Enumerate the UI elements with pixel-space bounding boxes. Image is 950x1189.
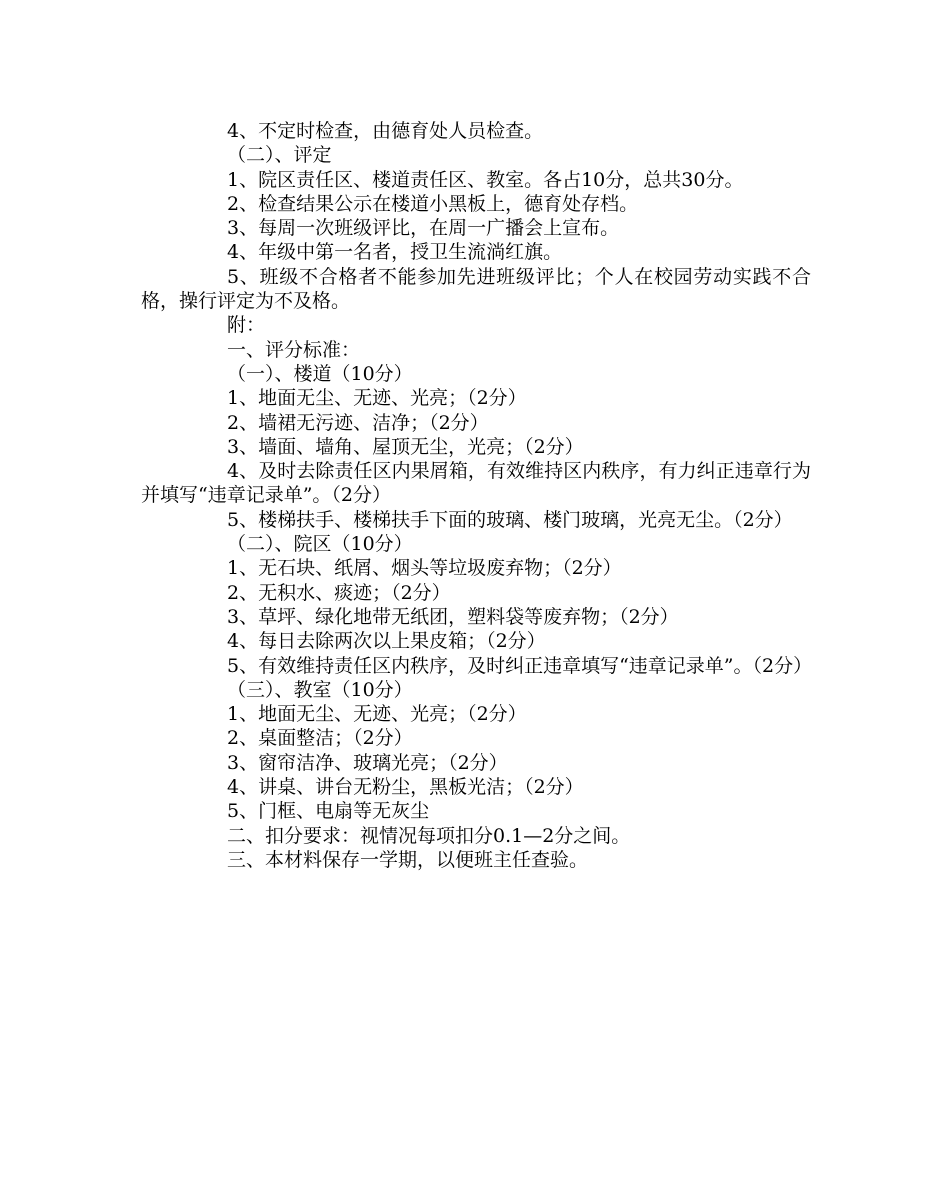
corridor-item-3: 3、墙面、墙角、屋顶无尘，光亮；（2分）	[227, 435, 584, 458]
corridor-item-2: 2、墙裙无污迹、洁净；（2分）	[227, 411, 489, 434]
classroom-item-5: 5、门框、电扇等无灰尘	[227, 800, 430, 823]
paragraph-evaluation-item-1: 1、院区责任区、楼道责任区、教室。各占10分，总共30分。	[227, 168, 744, 191]
appendix-label: 附：	[227, 314, 266, 337]
classroom-item-4: 4、讲桌、讲台无粉尘，黑板光洁；（2分）	[227, 776, 584, 799]
classroom-item-1: 1、地面无尘、无迹、光亮；（2分）	[227, 703, 527, 726]
subheading-corridor: （一）、楼道（10分）	[227, 362, 413, 385]
paragraph-evaluation-item-5: 5、班级不合格者不能参加先进班级评比；个人在校园劳动实践不合格，操行评定为不及格。	[141, 265, 811, 313]
classroom-item-3: 3、窗帘洁净、玻璃光亮；（2分）	[227, 751, 508, 774]
classroom-item-2: 2、桌面整洁；（2分）	[227, 727, 413, 750]
section-heading-evaluation: （二）、评定	[227, 144, 332, 167]
corridor-item-1: 1、地面无尘、无迹、光亮；（2分）	[227, 387, 527, 410]
corridor-item-4: 4、及时去除责任区内果屑箱，有效维持区内秩序，有力纠正违章行为并填写“违章记录单”。（2分）	[141, 460, 811, 507]
document-body	[141, 119, 811, 872]
paragraph-evaluation-item-4: 4、年级中第一名者，授卫生流淌红旗。	[227, 241, 563, 264]
corridor-item-5: 5、楼梯扶手、楼梯扶手下面的玻璃、楼门玻璃，光亮无尘。（2分）	[227, 508, 793, 531]
paragraph-inspection-item-4: 4、不定时检查，由德育处人员检查。	[227, 120, 544, 142]
courtyard-item-2: 2、无积水、痰迹；（2分）	[227, 581, 451, 604]
heading-deduction-rules: 二、扣分要求：视情况每项扣分0.1—2分之间。	[227, 824, 631, 847]
subheading-classroom: （三）、教室（10分）	[227, 678, 413, 701]
heading-scoring-standards: 一、评分标准：	[227, 338, 361, 361]
heading-retention-note: 三、本材料保存一学期，以便班主任查验。	[227, 848, 589, 871]
courtyard-item-5: 5、有效维持责任区内秩序，及时纠正违章填写“违章记录单”。（2分）	[227, 654, 813, 677]
courtyard-item-1: 1、无石块、纸屑、烟头等垃圾废弃物；（2分）	[227, 557, 622, 580]
subheading-courtyard: （二）、院区（10分）	[227, 533, 413, 556]
courtyard-item-3: 3、草坪、绿化地带无纸团，塑料袋等废弃物；（2分）	[227, 605, 679, 628]
paragraph-evaluation-item-2: 2、检查结果公示在楼道小黑板上，德育处存档。	[227, 192, 639, 215]
paragraph-evaluation-item-3: 3、每周一次班级评比，在周一广播会上宣布。	[227, 217, 620, 240]
courtyard-item-4: 4、每日去除两次以上果皮箱；（2分）	[227, 630, 546, 653]
